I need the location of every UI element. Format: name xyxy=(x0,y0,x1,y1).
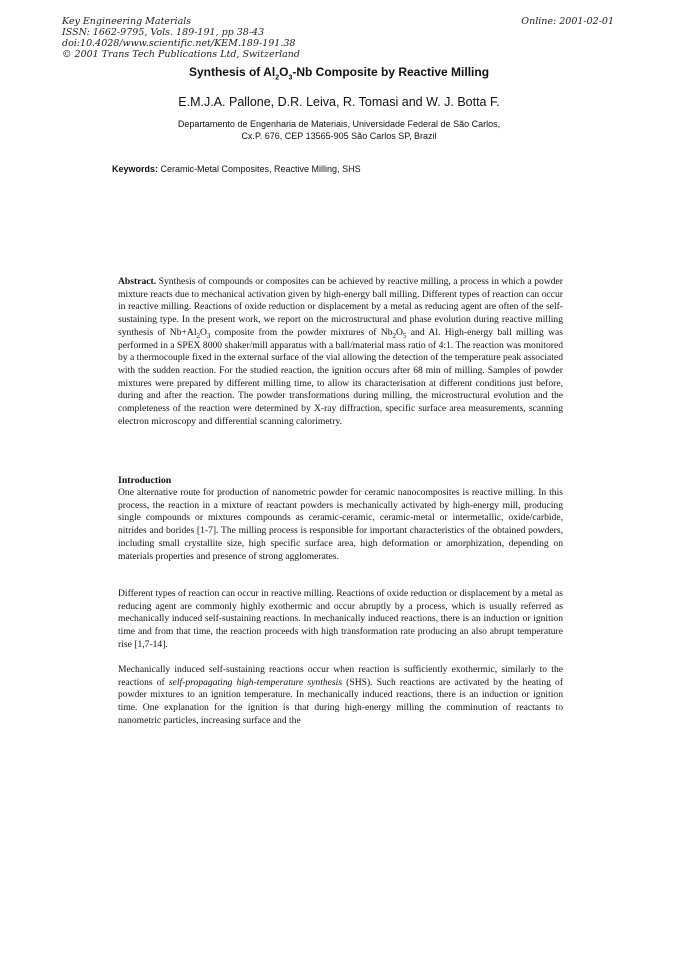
paper-title: Synthesis of $Al_2O_3-Nb$ Composite by Reactive Milling xyxy=(188,65,490,82)
affiliation-line: Cx.P. 676, CEP 13565-905 São Carlos SP, Brazil xyxy=(241,131,437,141)
abstract: Abstract. Synthesis of compounds or composites can be achieved by reactive milling, a process in which a powder mixture reacts due to mechanical activation given by high-energy ball milling. Different types of reaction can occur in reactive milling. Reactions of oxide reduction or displacement by a metal as reducing agent are often of the self-sustaining type. In the present work, we report on the microstructural and phase evolution during reactive milling synthesis of $Nb+Al_2O_3$ composite from the powder mixtures of $Nb_2O_5$ and Al. High-energy ball milling was performed in a SPEX 8000 shaker/mill apparatus with a ball/material mass ratio of 4:1. The reaction was monitored by a thermocouple fixed in the external surface of the vial allowing the detection of the temperature peak associated with the sudden reaction. For the studied reaction, the ignition occurs after 68 min of milling. Samples of powder mixtures were prepared by different milling time, to allow its characterisation at different conditions just before, during and after the reaction. The powder transformations during milling, the microstructural evolution and the completeness of the reaction were determined by X-ray diffraction, specific surface area measurements, scanning electron microscopy and differential scanning calorimetry. xyxy=(118,276,563,427)
journal-name: Key Engineering Materials xyxy=(62,16,192,27)
affiliation-line: Departamento de Engenharia de Materiais, Universidade Federal de São Carlos, xyxy=(177,119,501,129)
affiliation xyxy=(0,118,678,142)
paragraph: Different types of reaction can occur in reactive milling. Reactions of oxide reduction or displacement by a metal as reducing agent are commonly highly exothermic and occur abruptly by a process, which is usually referred as mechanically induced self-sustaining reactions. In mechanically induced reactions, there is an induction or ignition time and from that time, the reaction proceeds with high transformation rate producing an also abrupt temperature rise [1,7-14]. xyxy=(118,588,563,650)
doi-line[interactable]: doi:10.4028/www.scientific.net/KEM.189-191.38 xyxy=(62,38,296,49)
keywords xyxy=(112,164,361,174)
copyright-line: © 2001 Trans Tech Publications Ltd, Switzerland xyxy=(62,49,301,60)
section-heading-introduction: Introduction xyxy=(118,475,172,486)
keywords-label: Keywords: xyxy=(112,164,159,174)
abstract-label: Abstract. xyxy=(118,276,157,287)
journal-header xyxy=(62,16,300,60)
keywords-text: Ceramic-Metal Composites, Reactive Milling, SHS xyxy=(158,164,361,174)
emphasis: self-propagating high-temperature synthesis xyxy=(168,676,343,688)
online-date: Online: 2001-02-01 xyxy=(521,16,614,27)
paragraph: One alternative route for production of nanometric powder for ceramic nanocomposites is reactive milling. In this process, the reaction in a mixture of reactant powders is mechanically activated by high-energy mill, producing single compounds or mixtures compounds as ceramic-ceramic, ceramic-metal or intermetallic, oxide/carbide, nitrides and borides [1-7]. The milling process is responsible for important characteristics of the obtained powders, including small crystallite size, high specific surface area, high deformation or amorphization, depending on materials properties and presence of strong agglomerates. xyxy=(118,487,563,562)
issn-line: ISSN: 1662-9795, Vols. 189-191, pp 38-43 xyxy=(62,27,265,38)
paragraph: Mechanically induced self-sustaining reactions occur when reaction is sufficiently exothermic, similarly to the reactions of self-propagating high-temperature synthesis (SHS). Such reactions are activated by the heating of powder mixtures to an ignition temperature. In mechanically induced reactions, there is an induction or ignition time. One explanation for the ignition is that during high-energy milling the comminution of reactants to nanometric particles, increasing surface and the xyxy=(118,664,564,726)
author-list: E.M.J.A. Pallone, D.R. Leiva, R. Tomasi and W. J. Botta F. xyxy=(178,95,500,109)
